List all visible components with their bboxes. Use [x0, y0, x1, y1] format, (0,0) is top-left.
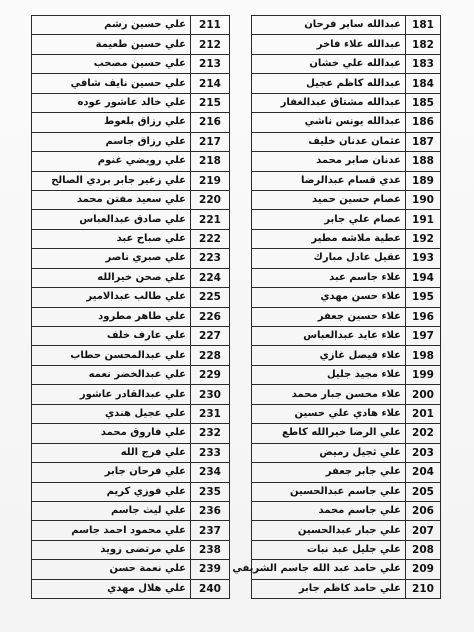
person-name-cell: عبدالله يونس ناشي [252, 113, 406, 132]
person-name-cell: علي صباح عبد [32, 229, 191, 248]
table-row [32, 288, 230, 307]
person-name-cell: علي حسين نايف شافي [32, 74, 191, 93]
table-row [252, 288, 441, 307]
table-row [32, 463, 230, 482]
row-number-cell: 212 [191, 35, 230, 54]
row-number-cell: 184 [406, 74, 441, 93]
person-name-cell: عطية ملاشه مطير [252, 229, 406, 248]
row-number-cell: 203 [406, 443, 441, 462]
row-number-cell: 225 [191, 288, 230, 307]
row-number-cell: 214 [191, 74, 230, 93]
person-name-cell: علي سعيد مفتن محمد [32, 190, 191, 209]
names-table-left [31, 15, 230, 599]
row-number-cell: 226 [191, 307, 230, 326]
row-number-cell: 209 [406, 560, 441, 579]
row-number-cell: 236 [191, 501, 230, 520]
person-name-cell: عبدالله علي خشان [252, 54, 406, 73]
person-name-cell: علاء عايد عبدالعباس [252, 327, 406, 346]
row-number-cell: 183 [406, 54, 441, 73]
table-row [32, 74, 230, 93]
person-name-cell: علي عارف خلف [32, 327, 191, 346]
row-number-cell: 219 [191, 171, 230, 190]
person-name-cell: علي رزاق جاسم [32, 132, 191, 151]
table-row [32, 152, 230, 171]
table-row [32, 35, 230, 54]
table-row [252, 113, 441, 132]
row-number-cell: 228 [191, 346, 230, 365]
table-row [32, 93, 230, 112]
table-row [32, 404, 230, 423]
table-row [252, 346, 441, 365]
table-row [32, 482, 230, 501]
table-row [252, 54, 441, 73]
row-number-cell: 207 [406, 521, 441, 540]
person-name-cell: عدنان صابر محمد [252, 152, 406, 171]
person-name-cell: عبدالله ساير فرحان [252, 16, 406, 35]
table-row [32, 443, 230, 462]
table-row [32, 268, 230, 287]
person-name-cell: علي محمود احمد جاسم [32, 521, 191, 540]
table-row [252, 210, 441, 229]
person-name-cell: عبدالله كاظم عجيل [252, 74, 406, 93]
table-row [32, 327, 230, 346]
row-number-cell: 195 [406, 288, 441, 307]
row-number-cell: 197 [406, 327, 441, 346]
table-row [32, 190, 230, 209]
person-name-cell: علي عبدالمحسن حطاب [32, 346, 191, 365]
person-name-cell: علي رزاق بلعوط [32, 113, 191, 132]
row-number-cell: 210 [406, 579, 441, 598]
row-number-cell: 201 [406, 404, 441, 423]
row-number-cell: 192 [406, 229, 441, 248]
row-number-cell: 238 [191, 540, 230, 559]
person-name-cell: علي جابر جعفر [252, 463, 406, 482]
person-name-cell: علي جاسم محمد [252, 501, 406, 520]
row-number-cell: 221 [191, 210, 230, 229]
person-name-cell: علي هلال مهدي [32, 579, 191, 598]
person-name-cell: علي خالد عاشور عوده [32, 93, 191, 112]
row-number-cell: 222 [191, 229, 230, 248]
row-number-cell: 198 [406, 346, 441, 365]
table-body [232, 16, 441, 599]
person-name-cell: علي جبار عبدالحسين [252, 521, 406, 540]
person-name-cell: علي زغير جابر بردي الصالح [32, 171, 191, 190]
row-number-cell: 227 [191, 327, 230, 346]
person-name-cell: علي طاهر مطرود [32, 307, 191, 326]
row-number-cell: 188 [406, 152, 441, 171]
table-row [32, 560, 230, 579]
row-number-cell: 215 [191, 93, 230, 112]
table-row [252, 268, 441, 287]
row-number-cell: 187 [406, 132, 441, 151]
row-number-cell: 194 [406, 268, 441, 287]
table-row [32, 579, 230, 598]
table-row [252, 171, 441, 190]
person-name-cell: علي طالب عبدالامير [32, 288, 191, 307]
row-number-cell: 231 [191, 404, 230, 423]
person-name-cell: علي فرحان جابر [32, 463, 191, 482]
row-number-cell: 218 [191, 152, 230, 171]
person-name-cell: علي ثجيل رميض [252, 443, 406, 462]
person-name-cell: علاء جاسم عبد [252, 268, 406, 287]
person-name-cell: علاء هادي علي حسين [252, 404, 406, 423]
person-name-cell: علاء حسن مهدي [252, 288, 406, 307]
table-row [252, 443, 441, 462]
table-row [32, 385, 230, 404]
row-number-cell: 190 [406, 190, 441, 209]
table-row [252, 521, 441, 540]
row-number-cell: 206 [406, 501, 441, 520]
table-row [32, 249, 230, 268]
table-row [252, 540, 441, 559]
row-number-cell: 224 [191, 268, 230, 287]
person-name-cell: عبدالله مشتاق عبدالغفار [252, 93, 406, 112]
row-number-cell: 189 [406, 171, 441, 190]
person-name-cell: علي عبدالقادر عاشور [32, 385, 191, 404]
person-name-cell: علي عبدالخضر نعمه [32, 365, 191, 384]
table-row [252, 482, 441, 501]
table-row [32, 365, 230, 384]
table-row [32, 229, 230, 248]
person-name-cell: عقيل عادل مبارك [252, 249, 406, 268]
person-name-cell: عبدالله علاء فاخر [252, 35, 406, 54]
person-name-cell: علي حامد كاظم جابر [252, 579, 406, 598]
row-number-cell: 204 [406, 463, 441, 482]
person-name-cell: علي صادق عبدالعباس [32, 210, 191, 229]
table-row [32, 346, 230, 365]
table-row [252, 190, 441, 209]
table-row [32, 16, 230, 35]
table-row [32, 540, 230, 559]
row-number-cell: 234 [191, 463, 230, 482]
table-body [32, 16, 230, 599]
table-row [252, 385, 441, 404]
row-number-cell: 233 [191, 443, 230, 462]
person-name-cell: علي صحن خيرالله [32, 268, 191, 287]
row-number-cell: 182 [406, 35, 441, 54]
table-row [252, 365, 441, 384]
person-name-cell: عصام علي جابر [252, 210, 406, 229]
row-number-cell: 208 [406, 540, 441, 559]
table-row [252, 307, 441, 326]
row-number-cell: 193 [406, 249, 441, 268]
row-number-cell: 216 [191, 113, 230, 132]
row-number-cell: 235 [191, 482, 230, 501]
table-row [252, 560, 441, 579]
table-row [252, 74, 441, 93]
person-name-cell: علاء مجيد جليل [252, 365, 406, 384]
table-row [252, 35, 441, 54]
table-row [252, 463, 441, 482]
table-row [252, 249, 441, 268]
row-number-cell: 191 [406, 210, 441, 229]
row-number-cell: 202 [406, 424, 441, 443]
table-row [252, 132, 441, 151]
table-row [252, 327, 441, 346]
table-row [252, 229, 441, 248]
table-row [252, 152, 441, 171]
row-number-cell: 230 [191, 385, 230, 404]
table-row [32, 210, 230, 229]
table-row [252, 16, 441, 35]
table-row [32, 307, 230, 326]
row-number-cell: 200 [406, 385, 441, 404]
row-number-cell: 213 [191, 54, 230, 73]
row-number-cell: 205 [406, 482, 441, 501]
row-number-cell: 185 [406, 93, 441, 112]
person-name-cell: علي حسين طعيمة [32, 35, 191, 54]
table-row [32, 424, 230, 443]
table-row [252, 93, 441, 112]
table-row [32, 171, 230, 190]
table-row [252, 404, 441, 423]
table-row [32, 113, 230, 132]
row-number-cell: 211 [191, 16, 230, 35]
table-row [252, 424, 441, 443]
person-name-cell: علاء فيصل غازي [252, 346, 406, 365]
table-row [252, 501, 441, 520]
person-name-cell: عدي قسام عبدالرضا [252, 171, 406, 190]
row-number-cell: 199 [406, 365, 441, 384]
person-name-cell: علي جليل عبد نبات [252, 540, 406, 559]
person-name-cell: علي فوزي كريم [32, 482, 191, 501]
table-row [252, 579, 441, 598]
person-name-cell: علي فاروق محمد [32, 424, 191, 443]
person-name-cell: علي فرج الله [32, 443, 191, 462]
person-name-cell: علي عجيل هندي [32, 404, 191, 423]
names-table-right [232, 15, 441, 599]
row-number-cell: 239 [191, 560, 230, 579]
person-name-cell: علي الرضا خيرالله كاطع [252, 424, 406, 443]
table-row [32, 521, 230, 540]
person-name-cell: علي حامد عبد الله جاسم الشريفي [252, 560, 406, 579]
person-name-cell: علي صبري ناصر [32, 249, 191, 268]
row-number-cell: 223 [191, 249, 230, 268]
person-name-cell: علي حسين مصحب [32, 54, 191, 73]
person-name-cell: علي جاسم عبدالحسين [252, 482, 406, 501]
row-number-cell: 237 [191, 521, 230, 540]
row-number-cell: 196 [406, 307, 441, 326]
row-number-cell: 181 [406, 16, 441, 35]
row-number-cell: 229 [191, 365, 230, 384]
person-name-cell: علاء حسين جعفر [252, 307, 406, 326]
person-name-cell: عثمان عدنان خليف [252, 132, 406, 151]
row-number-cell: 240 [191, 579, 230, 598]
person-name-cell: علي ليث جاسم [32, 501, 191, 520]
table-row [32, 132, 230, 151]
table-row [32, 54, 230, 73]
person-name-cell: علاء محسن جبار محمد [252, 385, 406, 404]
person-name-cell: علي حسين رشم [32, 16, 191, 35]
table-row [32, 501, 230, 520]
person-name-cell: علي نعمة حسن [32, 560, 191, 579]
person-name-cell: علي مرتضى زويد [32, 540, 191, 559]
row-number-cell: 217 [191, 132, 230, 151]
row-number-cell: 186 [406, 113, 441, 132]
row-number-cell: 232 [191, 424, 230, 443]
row-number-cell: 220 [191, 190, 230, 209]
person-name-cell: عصام حسين حميد [252, 190, 406, 209]
person-name-cell: علي رويضي غنوم [32, 152, 191, 171]
